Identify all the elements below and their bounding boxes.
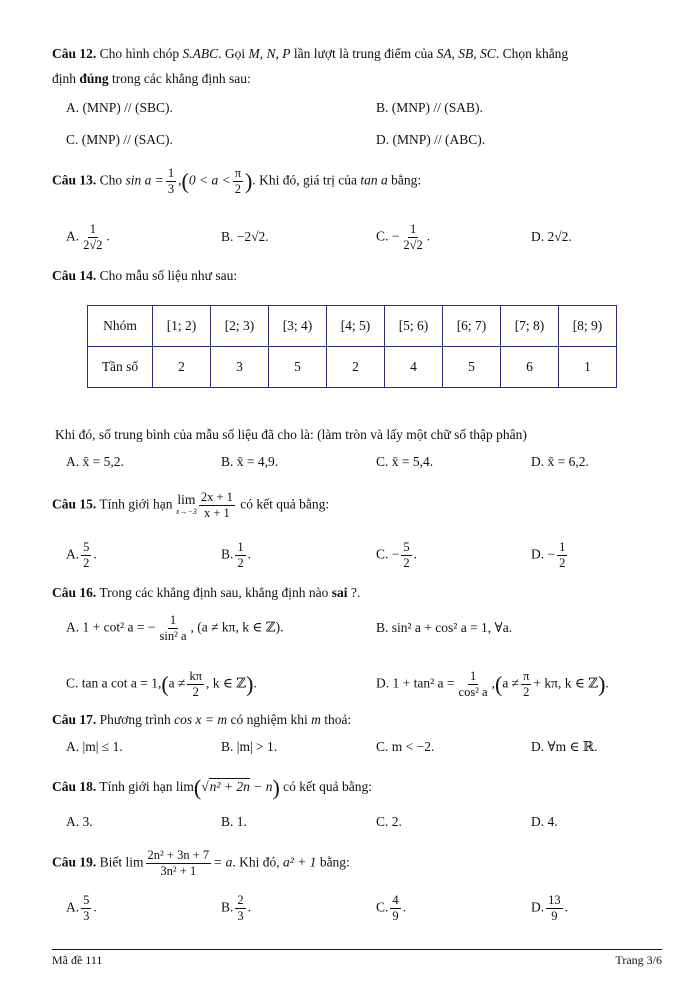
table-cell: [2; 3)	[211, 306, 269, 347]
fraction: $\frac{\pi}{2}$	[234, 166, 242, 196]
q15-option-c[interactable]: C. − $\frac{5}{2}$ .	[376, 540, 417, 570]
q18-option-d[interactable]: D. 4.	[531, 814, 558, 829]
table-cell: [5; 6)	[385, 306, 443, 347]
q16-option-a[interactable]: A. 1 + cot² a = − $\frac{1}{\text{sin² a}}$ , (a ≠ kπ, k ∈ ℤ).	[66, 613, 284, 643]
q16-option-b[interactable]: B. sin² a + cos² a = 1, ∀a.	[376, 620, 513, 635]
fraction: $\frac{1}{3}$	[167, 166, 175, 196]
table-cell: 3	[211, 347, 269, 388]
q12-option-b[interactable]: B. (MNP) // (SAB).	[376, 100, 483, 115]
page-number: Trang 3/6	[615, 953, 662, 967]
table-cell: [3; 4)	[269, 306, 327, 347]
q17-option-b[interactable]: B. |m| > 1.	[221, 739, 278, 754]
q14-option-d[interactable]: D. x̄ = 6,2.	[531, 454, 589, 469]
footer-divider	[52, 949, 662, 950]
question-16: Câu 16. Trong các khẳng định sau, khẳng định nào sai ?.	[52, 585, 361, 600]
table-cell: [7; 8)	[501, 306, 559, 347]
q13-option-c[interactable]: C. − $\frac{1}{2√2}$ .	[376, 222, 431, 252]
table-cell: 1	[559, 347, 617, 388]
table-cell: 2	[153, 347, 211, 388]
q13-option-a[interactable]: A. $\frac{1}{2√2}$ .	[66, 222, 110, 252]
table-cell: 4	[385, 347, 443, 388]
q16-option-d[interactable]: D. 1 + tan² a = $\frac{1}{\text{cos² a}}$ ,(a ≠ $\frac{\pi}{2}$ + kπ, k ∈ ℤ).	[376, 669, 609, 699]
table-row-frequency	[88, 347, 617, 388]
q19-option-b[interactable]: B. $\frac{2}{3}$ .	[221, 893, 252, 923]
q18-option-a[interactable]: A. 3.	[66, 814, 93, 829]
q15-option-a[interactable]: A. $\frac{5}{2}$ .	[66, 540, 97, 570]
question-14: Câu 14. Cho mẫu số liệu như sau:	[52, 268, 238, 283]
table-cell: 2	[327, 347, 385, 388]
question-14-prompt: Khi đó, số trung bình của mẫu số liệu đã cho là: (làm tròn và lấy một chữ số thập phân)	[55, 427, 527, 442]
table-row-groups	[88, 306, 617, 347]
question-15: Câu 15. Tính giới hạn lim x→−3 $\frac{2x + 1}{x + 1}$ có kết quả bằng:	[52, 490, 330, 520]
table-cell: Tần số	[88, 347, 153, 388]
question-12: Câu 12. Cho hình chóp S.ABC. Gọi M, N, P lần lượt là trung điểm của SA, SB, SC. Chọn khẳng	[52, 46, 569, 61]
q14-option-a[interactable]: A. x̄ = 5,2.	[66, 454, 124, 469]
q17-option-d[interactable]: D. ∀m ∈ ℝ.	[531, 739, 598, 754]
limit: lim x→−3	[175, 491, 197, 516]
q15-option-b[interactable]: B. $\frac{1}{2}$ .	[221, 540, 252, 570]
q14-option-c[interactable]: C. x̄ = 5,4.	[376, 454, 434, 469]
q18-option-c[interactable]: C. 2.	[376, 814, 402, 829]
table-cell: 6	[501, 347, 559, 388]
frequency-table	[87, 305, 617, 388]
q15-option-d[interactable]: D. − $\frac{1}{2}$	[531, 540, 566, 570]
q16-option-c[interactable]: C. tan a cot a = 1,(a ≠ $\frac{k\pi}{2}$ , k ∈ ℤ).	[66, 669, 257, 699]
table-cell: 5	[269, 347, 327, 388]
q17-option-a[interactable]: A. |m| ≤ 1.	[66, 739, 123, 754]
q17-option-c[interactable]: C. m < −2.	[376, 739, 435, 754]
q19-option-d[interactable]: D. $\frac{13}{9}$ .	[531, 893, 568, 923]
q12-option-c[interactable]: C. (MNP) // (SAC).	[66, 132, 173, 147]
table-cell: [1; 2)	[153, 306, 211, 347]
q18-option-b[interactable]: B. 1.	[221, 814, 247, 829]
q12-option-d[interactable]: D. (MNP) // (ABC).	[376, 132, 486, 147]
question-18: Câu 18. Tính giới hạn lim(√n² + 2n − n) có kết quả bằng:	[52, 774, 373, 800]
q13-option-b[interactable]: B. −2√2.	[221, 229, 269, 244]
exam-code: Mã đề 111	[52, 953, 103, 967]
table-cell: [4; 5)	[327, 306, 385, 347]
table-cell: Nhóm	[88, 306, 153, 347]
question-17: Câu 17. Phương trình cos x = m có nghiệm khi m thoả:	[52, 712, 352, 727]
q13-option-d[interactable]: D. 2√2.	[531, 229, 572, 244]
q19-option-c[interactable]: C. $\frac{4}{9}$ .	[376, 893, 407, 923]
question-13: Câu 13. Cho sin a = $\frac{1}{3}$ ,(0 < a < $\frac{\pi}{2}$ ). Khi đó, giá trị của tan a bằng:	[52, 166, 422, 196]
q14-option-b[interactable]: B. x̄ = 4,9.	[221, 454, 279, 469]
table-cell: [8; 9)	[559, 306, 617, 347]
table-cell: 5	[443, 347, 501, 388]
table-cell: [6; 7)	[443, 306, 501, 347]
q12-option-a[interactable]: A. (MNP) // (SBC).	[66, 100, 173, 115]
question-12-line2: định đúng trong các khẳng định sau:	[52, 71, 251, 86]
question-19: Câu 19. Biết lim $\frac{\text{2n² + 3n + 7}}{\text{3n² + 1}}$ = a. Khi đó, a² + 1 bằng:	[52, 848, 350, 878]
q19-option-a[interactable]: A. $\frac{5}{3}$ .	[66, 893, 97, 923]
